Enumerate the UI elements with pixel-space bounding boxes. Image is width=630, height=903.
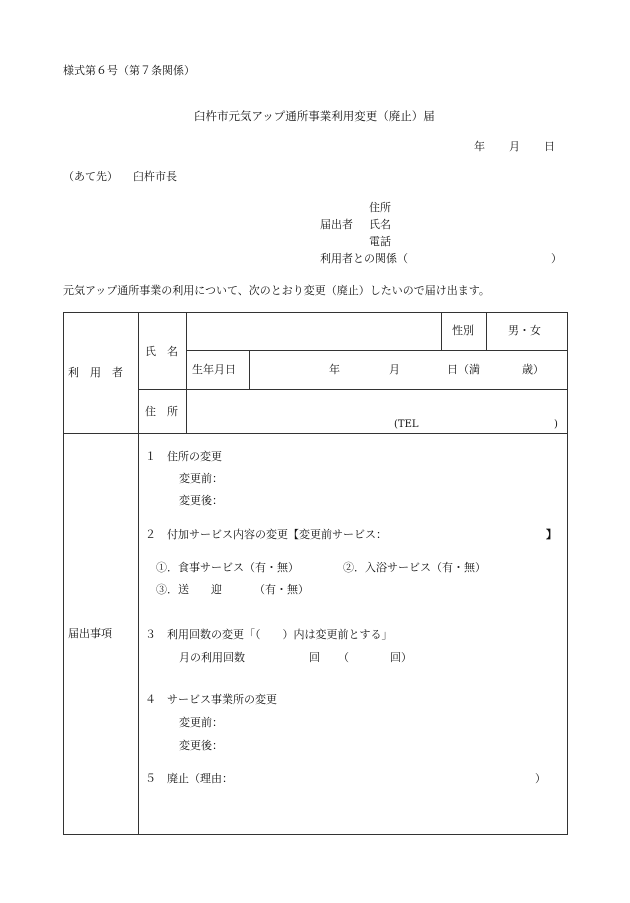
item3-times: 回 [309, 651, 320, 664]
item2-title: ２ 付加サービス内容の変更【変更前サービス： [145, 528, 387, 541]
dob-day-label: 日（満 [447, 363, 480, 376]
item1-title: １ 住所の変更 [145, 450, 222, 463]
gender-label: 性別 [452, 324, 474, 337]
applicant-phone-label: 電話 [369, 235, 391, 248]
page-title: 臼杵市元気アップ通所事業利用変更（廃止）届 [194, 109, 435, 123]
item3-monthly-label: 月の利用回数 [179, 651, 245, 664]
gender-value: 男・女 [508, 324, 541, 337]
applicant-relation-label: 利用者との関係（ [320, 252, 408, 265]
item2-option-meal: ①．食事サービス（有・無） [156, 561, 299, 574]
item4-title: ４ サービス事業所の変更 [145, 693, 277, 706]
item4-after: 変更後： [179, 739, 223, 752]
item3-title: ３ 利用回数の変更「（ ）内は変更前とする」 [145, 628, 393, 641]
item4-before: 変更前： [179, 716, 223, 729]
dob-label: 生年月日 [192, 363, 236, 376]
item2-option-transport: ③．送 迎 [156, 583, 222, 596]
intro-text: 元気アップ通所事業の利用について、次のとおり変更（廃止）したいので届け出ます。 [63, 284, 490, 297]
mayor-label: 臼杵市長 [133, 170, 177, 183]
item2-option-bath: ②．入浴サービス（有・無） [343, 561, 486, 574]
address-label: 住 所 [145, 405, 178, 418]
dob-age-label: 歳） [522, 363, 544, 376]
date-day-label: 日 [544, 140, 555, 153]
item5-close: ） [535, 772, 546, 785]
applicant-address-label: 住所 [369, 201, 391, 214]
addressee-label: （あて先） [63, 170, 118, 183]
tel-label: (TEL [394, 419, 419, 430]
applicant-relation-close: ） [551, 252, 562, 265]
form-number: 様式第６号（第７条関係） [63, 64, 195, 77]
items-header: 届出事項 [68, 627, 112, 640]
item1-after: 変更後： [179, 494, 223, 507]
date-year-label: 年 [474, 140, 485, 153]
user-header: 利 用 者 [68, 366, 123, 379]
dob-year-label: 年 [329, 363, 340, 376]
item2-option-transport-value: （有・無） [254, 583, 309, 596]
item1-before: 変更前： [179, 472, 223, 485]
item3-open: （ [338, 651, 349, 664]
item5-title: ５ 廃止（理由： [145, 772, 233, 785]
item3-times-prev: 回） [390, 651, 412, 664]
dob-month-label: 月 [389, 363, 400, 376]
name-label: 氏 名 [145, 345, 178, 358]
applicant-role-label: 届出者 [320, 218, 353, 231]
item2-close: 】 [546, 528, 557, 541]
date-month-label: 月 [509, 140, 520, 153]
applicant-name-label: 氏名 [369, 218, 391, 231]
tel-close: ) [554, 419, 558, 430]
